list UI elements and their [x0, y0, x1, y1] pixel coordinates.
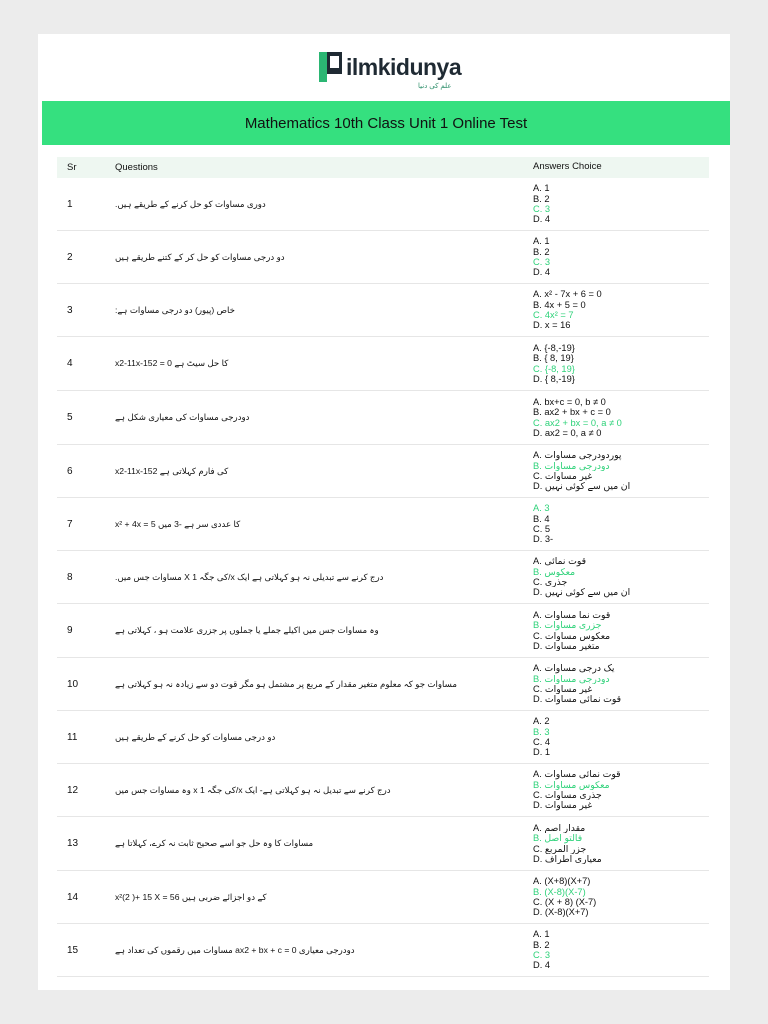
table-row [57, 817, 709, 871]
row-answers [533, 343, 709, 385]
answer-option: A. قوت نما مساوات [533, 609, 611, 620]
header-questions: Questions [115, 162, 158, 173]
row-sr: 14 [67, 891, 79, 903]
answer-option: B. 2 [533, 193, 550, 204]
answer-option: B. 4 [533, 513, 550, 524]
row-sr: 10 [67, 678, 79, 690]
answer-option: D. { 8,-19} [533, 373, 575, 384]
row-answers [533, 716, 709, 758]
answer-option: D. 3- [533, 534, 554, 545]
answer-option: C. جزر المربع [533, 843, 587, 854]
answer-option-correct: C. 3 [533, 204, 551, 214]
answer-option: A. 1 [533, 929, 550, 940]
answer-option-correct: C. 4x² = 7 [533, 310, 574, 320]
table-row [57, 871, 709, 924]
table-row [57, 551, 709, 604]
answer-option-correct: B. (X-8)(X-7) [533, 886, 586, 897]
row-question-cell [113, 412, 533, 423]
row-question-cell [113, 679, 533, 690]
row-sr: 15 [67, 944, 79, 956]
answer-option: A. یک درجی مساوات [533, 663, 615, 674]
answer-option: A. x² - 7x + 6 = 0 [533, 289, 602, 300]
row-question-cell [113, 838, 533, 849]
logo[interactable] [318, 42, 461, 92]
answer-option-correct: B. 3 [533, 726, 550, 737]
answer-option: A. قوت نمائی [533, 556, 587, 567]
row-sr: 12 [67, 784, 79, 796]
questions-table [57, 157, 709, 977]
answer-option: D. متغیر مساوات [533, 640, 600, 651]
table-row [57, 445, 709, 498]
answer-option: C. معکوس مساوات [533, 630, 611, 641]
answer-option: D. x = 16 [533, 320, 571, 331]
question-text: وہ مساوات جس میں اکیلے جملے یا جملوں پر جزری علامت ہو ، کہلاتی ہے [115, 625, 379, 635]
table-row [57, 658, 709, 711]
answer-option: A. 2 [533, 716, 550, 727]
answer-option-correct: B. معکوس [533, 566, 576, 577]
answer-option: B. { 8, 19} [533, 353, 574, 364]
row-sr: 3 [67, 304, 73, 316]
answer-option-correct: B. فالتو اصل [533, 833, 583, 844]
answer-option-correct: B. دودرجی مساوات [533, 460, 610, 471]
answer-option: A. (X+8)(X+7) [533, 876, 591, 887]
answer-option: B. ax2 + bx + c = 0 [533, 407, 611, 418]
table-row [57, 764, 709, 817]
row-answers [533, 556, 709, 598]
answer-option: D. 1 [533, 747, 551, 758]
row-answers [533, 236, 709, 278]
answer-option: C. جذری [533, 577, 568, 587]
answer-option: D. 4 [533, 960, 551, 971]
row-question-cell [113, 358, 533, 369]
answer-option-correct: C. ax2 + bx = 0, a ≠ 0 [533, 417, 622, 428]
answer-option-correct: C. {-8, 19} [533, 363, 575, 374]
answer-option: A. bx+c = 0, b ≠ 0 [533, 396, 606, 407]
row-question-cell [113, 785, 533, 796]
question-text: دودرجی مساوات کی معیاری شکل ہے [115, 412, 250, 422]
answer-option: B. 4x + 5 = 0 [533, 299, 586, 310]
row-answers [533, 450, 709, 492]
answer-option: D. غیر مساوات [533, 800, 593, 811]
answer-option-correct: C. 3 [533, 257, 551, 267]
question-text: مساوات کا وہ حل جو اسے صحیح ثابت نہ کرے، کہلاتا ہے [115, 838, 314, 848]
table-row [57, 337, 709, 391]
answer-option: A. {-8,-19} [533, 342, 575, 353]
answer-option: C. غیر مساوات [533, 471, 593, 481]
logo-text: ilmkidunya [346, 53, 462, 80]
question-text: درج کرنے سے تبدیل نہ ہو کہلاتی ہے- ایک x/کی جگہ x 1 وہ مساوات جس میں [115, 784, 391, 795]
row-sr: 1 [67, 198, 73, 210]
row-question-cell [113, 199, 533, 210]
answer-option-correct: B. معکوس مساوات [533, 779, 610, 790]
question-text: دوری مساوات کو حل کرنے کے طریقے ہیں. [115, 198, 266, 209]
answer-option: B. 2 [533, 939, 550, 950]
row-question-cell [113, 945, 533, 956]
answer-option: D. 4 [533, 214, 551, 225]
answer-option: D. قوت نمائی مساوات [533, 694, 622, 705]
answer-option: C. 4 [533, 737, 551, 747]
row-answers [533, 397, 709, 439]
row-answers [533, 183, 709, 225]
answer-option: D. معیاری اطراف [533, 853, 602, 864]
answer-option-correct: B. دودرجی مساوات [533, 673, 610, 684]
answer-option: D. ax2 = 0, a ≠ 0 [533, 427, 602, 438]
row-question-cell [113, 572, 533, 583]
row-answers [533, 610, 709, 652]
row-answers [533, 823, 709, 865]
row-question-cell [113, 305, 533, 316]
row-answers [533, 929, 709, 971]
row-sr: 7 [67, 518, 73, 530]
answer-option: A. مقدار اصم [533, 822, 586, 833]
table-row [57, 391, 709, 445]
question-text: دو درجی مساوات کو حل کرنے کے طریقے ہیں [115, 731, 276, 742]
row-sr: 13 [67, 838, 79, 849]
table-row [57, 604, 709, 658]
answer-option: C. جذری مساوات [533, 790, 602, 800]
answer-option-correct: A. 3 [533, 503, 550, 514]
row-sr: 8 [67, 571, 73, 583]
question-text: درج کرنے سے تبدیلی نہ ہو کہلاتی ہے ایک x/کی جگہ X 1 مساوات جس میں. [115, 571, 384, 582]
header-answers: Answers Choice [533, 161, 602, 173]
page [38, 34, 730, 990]
answer-option: D. 4 [533, 267, 551, 278]
answer-option-correct: C. 3 [533, 950, 551, 960]
row-question-cell [113, 519, 533, 530]
row-question-cell [113, 466, 533, 477]
row-sr: 11 [67, 731, 78, 743]
question-text: دو درجی مساوات کو حل کر کے کتنے طریقے ہیں [115, 251, 285, 262]
answer-option: B. 2 [533, 246, 550, 257]
answer-option: C. 5 [533, 524, 551, 534]
logo-tagline: علم کی دنیا [418, 83, 452, 90]
title-banner [42, 101, 730, 145]
answer-option: A. 1 [533, 183, 550, 194]
row-sr: 9 [67, 625, 73, 636]
row-answers [533, 289, 709, 331]
table-row [57, 178, 709, 231]
row-answers [533, 876, 709, 918]
table-row [57, 924, 709, 977]
row-sr: 4 [67, 358, 73, 369]
row-question-cell [113, 732, 533, 743]
table-row [57, 711, 709, 764]
header-sr: Sr [67, 162, 77, 173]
row-sr: 6 [67, 465, 73, 477]
table-row [57, 498, 709, 551]
answer-option: C. غیر مساوات [533, 684, 593, 694]
answer-option: D. ان میں سے کوئی نہیں [533, 481, 631, 492]
book-icon [318, 50, 344, 84]
answer-option-correct: B. جزری مساوات [533, 620, 602, 631]
page-title: Mathematics 10th Class Unit 1 Online Test [244, 114, 528, 132]
row-sr: 5 [67, 412, 73, 423]
answer-option: D. ان میں سے کوئی نہیں [533, 587, 631, 598]
row-answers [533, 769, 709, 811]
row-question-cell [113, 625, 533, 636]
question-text: x2-11x-152 کی فارم کہلاتی ہے [115, 465, 229, 476]
table-header [57, 157, 709, 178]
question-text: x²(2 )+ 15 X = 56 کے دو اجزائے ضربی ہیں [115, 891, 267, 902]
answer-option: A. 1 [533, 236, 550, 247]
table-row [57, 284, 709, 337]
row-answers [533, 663, 709, 705]
question-text: دودرجی معیاری ax2 + bx + c = 0 مساوات میں رقموں کی تعداد ہے [115, 944, 355, 955]
question-text: خاص (پیور) دو درجی مساوات ہے: [115, 304, 235, 315]
answer-option: A. قوت نمائی مساوات [533, 769, 621, 780]
answer-option: A. پوردودرجی مساوات [533, 450, 622, 461]
question-text: مساوات جو کہ معلوم متغیر مقدار کے مربع پر مشتمل ہو مگر قوت دو سے زیادہ نہ ہو کہلاتی ہے [115, 678, 457, 689]
answer-option: C. (X + 8) (X-7) [533, 897, 597, 907]
row-question-cell [113, 252, 533, 263]
answer-option: D. (X-8)(X+7) [533, 907, 589, 918]
table-row [57, 231, 709, 284]
question-text: x2-11x-152 = 0 کا حل سیٹ ہے [115, 358, 229, 368]
row-sr: 2 [67, 251, 73, 263]
table-body [57, 178, 709, 977]
question-text: x² + 4x = 5 کا عددی سر ہے -3 میں [115, 518, 241, 529]
row-answers [533, 503, 709, 545]
row-question-cell [113, 892, 533, 903]
